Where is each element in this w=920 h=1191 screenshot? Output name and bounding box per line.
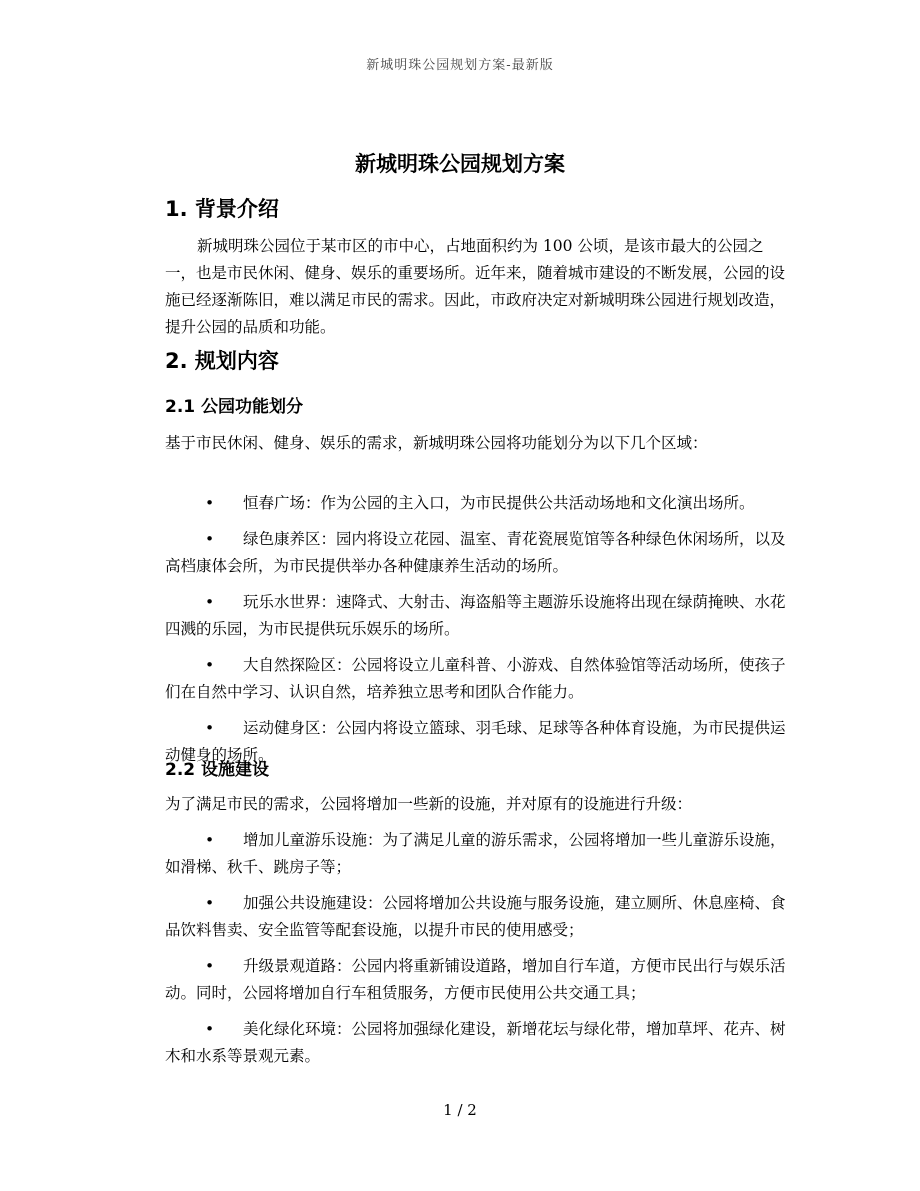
page-header: 新城明珠公园规划方案-最新版 — [366, 58, 554, 73]
subsection-2-1-heading: 2.1 公园功能划分 — [165, 397, 304, 417]
bullet-icon: • — [205, 1020, 215, 1038]
list-item: • 大自然探险区：公园将设立儿童科普、小游戏、自然体验馆等活动场所，使孩子们在自然中学习、认识自然，培养独立思考和团队合作能力。 — [165, 652, 787, 706]
section1-paragraph: 新城明珠公园位于某市区的市中心，占地面积约为 100 公顷，是该市最大的公园之一，也是市民休闲、健身、娱乐的重要场所。近年来，随着城市建设的不断发展，公园的设施已经逐渐陈旧，难以满足市民的需求。因此，市政府决定对新城明珠公园进行规划改造，提升公园的品质和功能。 — [165, 237, 786, 336]
bullet-icon: • — [205, 957, 215, 975]
bullet-icon: • — [205, 719, 215, 737]
bullet-icon: • — [205, 831, 215, 849]
list-item: • 恒春广场：作为公园的主入口，为市民提供公共活动场地和文化演出场所。 — [165, 490, 787, 517]
page-number: 1 / 2 — [443, 1101, 477, 1119]
section1-heading: 1. 背景介绍 — [165, 197, 279, 221]
list-item: • 增加儿童游乐设施：为了满足儿童的游乐需求，公园将增加一些儿童游乐设施，如滑梯、秋千、跳房子等； — [165, 827, 787, 881]
subsection-2-2-heading: 2.2 设施建设 — [165, 760, 270, 780]
list-item: • 美化绿化环境：公园将加强绿化建设，新增花坛与绿化带，增加草坪、花卉、树木和水系等景观元素。 — [165, 1016, 787, 1070]
list-item: • 加强公共设施建设：公园将增加公共设施与服务设施，建立厕所、休息座椅、食品饮料售卖、安全监管等配套设施，以提升市民的使用感受； — [165, 890, 787, 944]
section2-heading: 2. 规划内容 — [165, 349, 279, 373]
facility-list — [165, 827, 787, 1079]
subsection-2-1-intro: 基于市民休闲、健身、娱乐的需求，新城明珠公园将功能划分为以下几个区域： — [165, 434, 708, 452]
list-item: • 运动健身区：公园内将设立篮球、羽毛球、足球等各种体育设施，为市民提供运动健身的场所。 — [165, 715, 787, 769]
list-item: • 升级景观道路：公园内将重新铺设道路，增加自行车道，方便市民出行与娱乐活动。同时，公园将增加自行车租赁服务，方便市民使用公共交通工具； — [165, 953, 787, 1007]
bullet-icon: • — [205, 530, 215, 548]
bullet-icon: • — [205, 894, 215, 912]
subsection-2-2-intro: 为了满足市民的需求，公园将增加一些新的设施，并对原有的设施进行升级： — [165, 795, 693, 813]
bullet-icon: • — [205, 593, 215, 611]
list-item: • 绿色康养区：园内将设立花园、温室、青花瓷展览馆等各种绿色休闲场所，以及高档康体会所，为市民提供举办各种健康养生活动的场所。 — [165, 526, 787, 580]
document-title: 新城明珠公园规划方案 — [355, 152, 565, 176]
bullet-icon: • — [205, 494, 215, 512]
bullet-icon: • — [205, 656, 215, 674]
list-item: • 玩乐水世界：速降式、大射击、海盗船等主题游乐设施将出现在绿荫掩映、水花四溅的乐园，为市民提供玩乐娱乐的场所。 — [165, 589, 787, 643]
function-zone-list — [165, 490, 787, 778]
